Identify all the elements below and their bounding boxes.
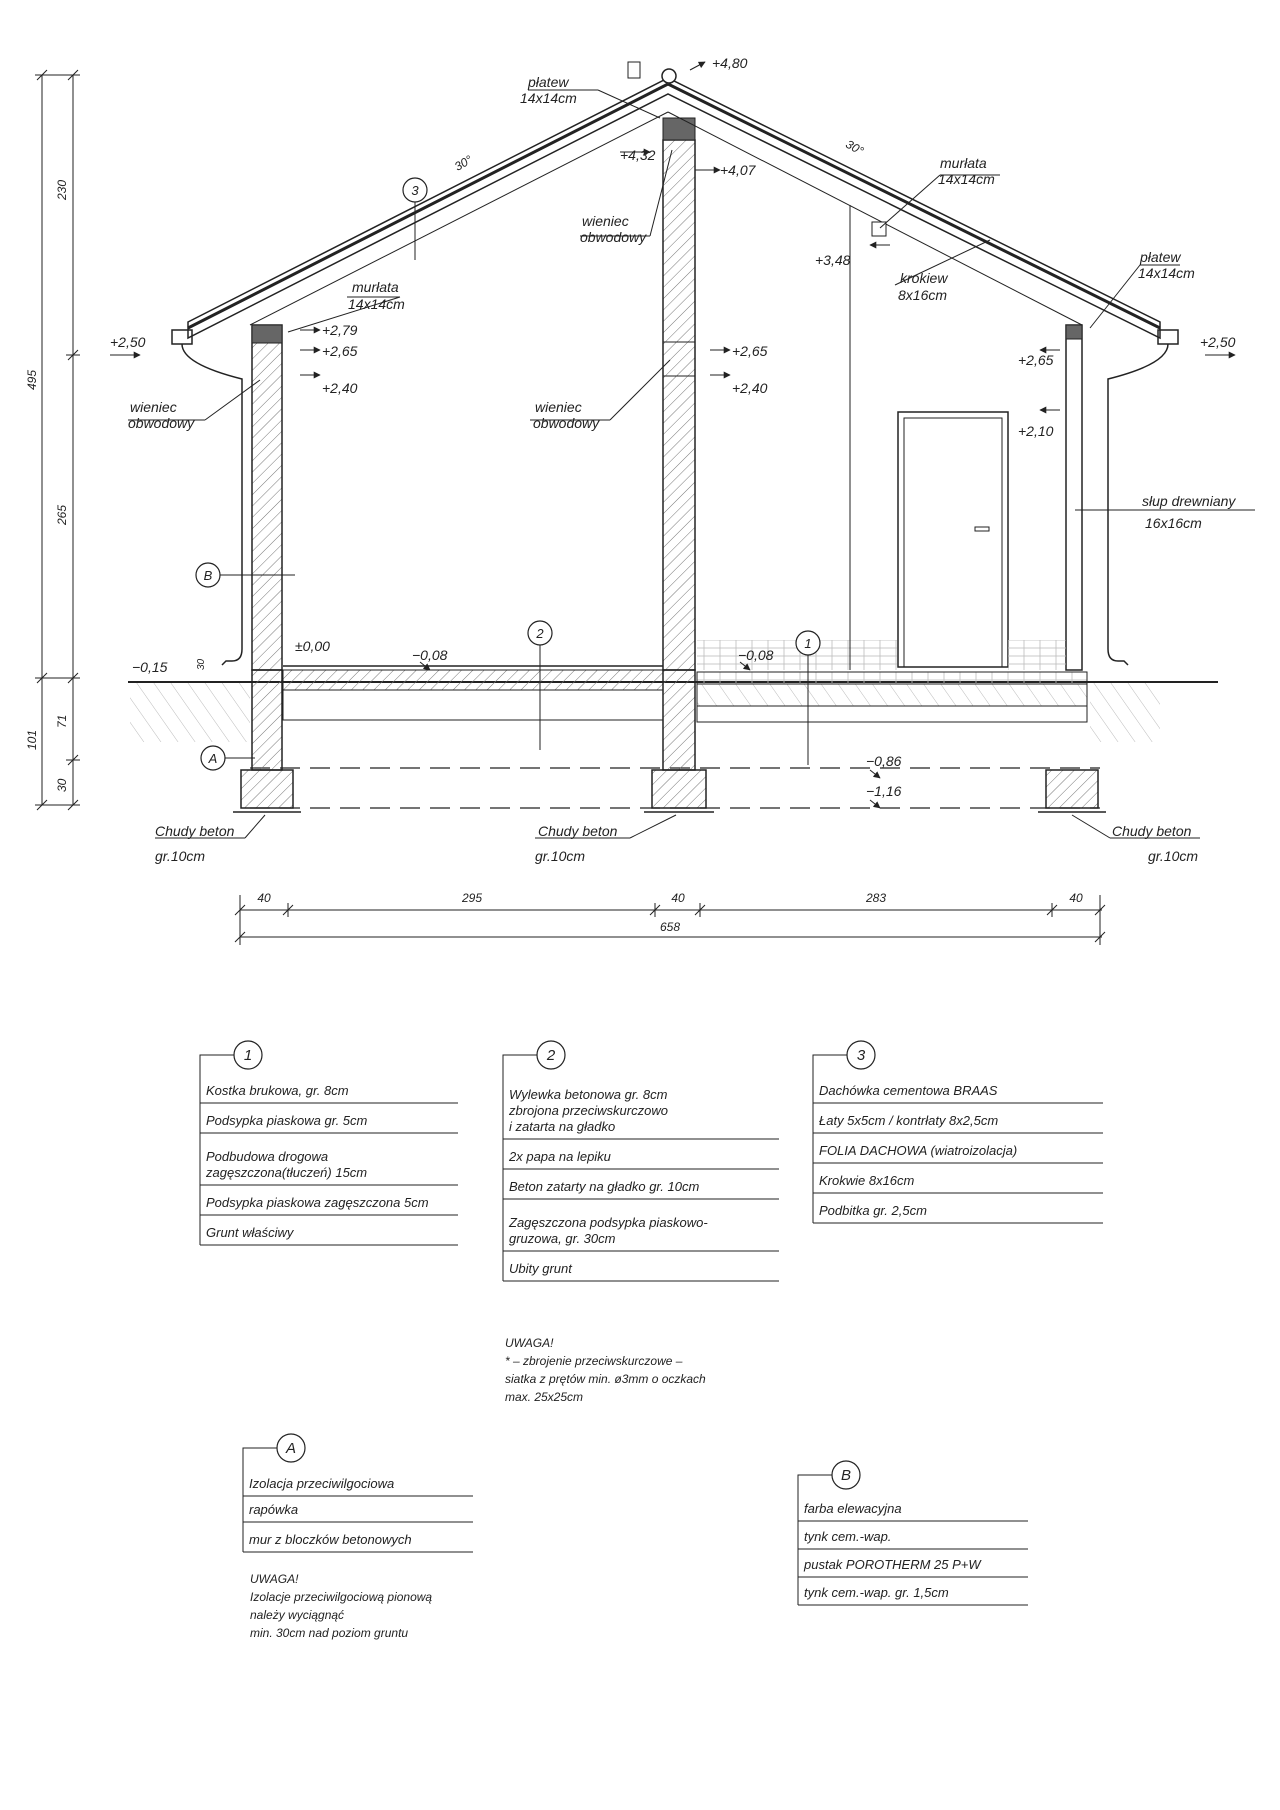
- legend-marker: 1: [243, 1047, 253, 1064]
- label-murlata-right-2: 14x14cm: [938, 171, 995, 187]
- legend-row-text: zbrojona przeciwskurczowo: [509, 1103, 668, 1118]
- legend-row-text: FOLIA DACHOWA (wiatroizolacja): [819, 1143, 1018, 1158]
- legend-row-text: gruzowa, gr. 30cm: [509, 1231, 616, 1246]
- legend-marker: A: [285, 1440, 297, 1457]
- note-2-line-1: * – zbrojenie przeciwskurczowe –: [505, 1354, 683, 1368]
- elev-ring-top: +4,07: [720, 162, 756, 178]
- elev-mid-265: +2,65: [732, 343, 768, 359]
- legend-b: [798, 1461, 1028, 1605]
- legend-row-text: pustak POROTHERM 25 P+W: [804, 1557, 981, 1572]
- hdim-3: 40: [671, 891, 685, 905]
- label-chudy-mid-2: gr.10cm: [535, 848, 586, 864]
- elev-floor-left: −0,08: [412, 647, 448, 663]
- legend-row-text: Podsypka piaskowa gr. 5cm: [206, 1113, 368, 1128]
- legend-row-text: Dachówka cementowa BRAAS: [819, 1083, 998, 1098]
- dim-71: 71: [55, 714, 69, 728]
- label-wieniec-left-2: obwodowy: [128, 415, 195, 431]
- marker-2: 2: [536, 626, 544, 641]
- dim-265: 265: [55, 504, 69, 525]
- elev-found-top: −0,86: [866, 753, 902, 769]
- elev-murlata-r: +3,48: [815, 252, 851, 268]
- note-a: [250, 1572, 432, 1640]
- elev-left-279: +2,79: [322, 322, 358, 338]
- legend-row-text: Beton zatarty na gładko gr. 10cm: [509, 1179, 700, 1194]
- label-chudy-right-2: gr.10cm: [1148, 848, 1199, 864]
- label-wieniec-left-1: wieniec: [130, 399, 177, 415]
- hdim-1: 40: [257, 891, 271, 905]
- legend-row-text: Wylewka betonowa gr. 8cm: [509, 1087, 668, 1102]
- elev-right-265: +2,65: [1018, 352, 1054, 368]
- legend-row-text: Podbitka gr. 2,5cm: [819, 1203, 927, 1218]
- label-murlata-left-2: 14x14cm: [348, 296, 405, 312]
- elev-pole-top: +4,32: [620, 147, 656, 163]
- dim-101: 101: [25, 729, 39, 750]
- legend-row-text: Grunt właściwy: [206, 1225, 294, 1240]
- label-wieniec-top-2: obwodowy: [580, 229, 647, 245]
- label-chudy-left-1: Chudy beton: [155, 823, 235, 839]
- label-krokiew-2: 8x16cm: [898, 287, 948, 303]
- legend-1: [200, 1041, 458, 1245]
- legend-row-text: 2x papa na lepiku: [509, 1149, 611, 1164]
- legend-row-text: i zatarta na gładko: [509, 1119, 616, 1134]
- label-krokiew-1: krokiew: [900, 270, 948, 286]
- legend-row-text: Podbudowa drogowa: [206, 1149, 329, 1164]
- label-platew-top-2: 14x14cm: [520, 90, 577, 106]
- marker-a: A: [208, 751, 218, 766]
- legend-row-text: Ubity grunt: [509, 1261, 572, 1276]
- dim-small-30: 30: [196, 658, 207, 670]
- label-murlata-right-1: murłata: [940, 155, 987, 171]
- elev-ridge: +4,80: [712, 55, 748, 71]
- label-wieniec-top-1: wieniec: [582, 213, 629, 229]
- legend-row-text: Izolacja przeciwilgociowa: [249, 1476, 395, 1491]
- legend-marker: 2: [546, 1047, 556, 1064]
- label-platew-right-2: 14x14cm: [1138, 265, 1195, 281]
- label-chudy-right-1: Chudy beton: [1112, 823, 1192, 839]
- hdim-total: 658: [659, 920, 681, 934]
- elev-mid-240: +2,40: [732, 380, 768, 396]
- elev-ground: −0,15: [132, 659, 168, 675]
- hdim-4: 283: [865, 891, 887, 905]
- note-2-line-2: siatka z prętów min. ø3mm o oczkach: [505, 1372, 706, 1386]
- marker-1: 1: [804, 636, 812, 651]
- dim-495: 495: [25, 369, 39, 390]
- hdim-5: 40: [1069, 891, 1083, 905]
- label-chudy-left-2: gr.10cm: [155, 848, 206, 864]
- legend-bracket: [243, 1448, 277, 1478]
- label-wieniec-mid-2: obwodowy: [533, 415, 600, 431]
- legend-row-text: tynk cem.-wap.: [804, 1529, 892, 1544]
- legend-row-text: mur z bloczków betonowych: [249, 1532, 412, 1547]
- note-a-title: UWAGA!: [250, 1572, 299, 1586]
- note-a-line-1: Izolacje przeciwilgociową pionową: [250, 1590, 433, 1604]
- note-a-line-2: należy wyciągnąć: [250, 1608, 345, 1622]
- elev-floor-right: −0,08: [738, 647, 774, 663]
- dim-230: 230: [55, 179, 69, 200]
- floor-slab-left: [283, 666, 663, 720]
- legend-bracket: [503, 1055, 537, 1085]
- label-platew-top-1: płatew: [528, 74, 569, 90]
- legend-row-text: tynk cem.-wap. gr. 1,5cm: [804, 1585, 949, 1600]
- angle-right: 30°: [843, 136, 867, 159]
- legend-row-text: rapówka: [249, 1502, 299, 1517]
- hdim-2: 295: [461, 891, 483, 905]
- legend-marker: 3: [856, 1047, 866, 1064]
- label-slup-2: 16x16cm: [1145, 515, 1202, 531]
- elev-left-240: +2,40: [322, 380, 358, 396]
- legend-bracket: [813, 1055, 847, 1085]
- legend-3: [813, 1041, 1103, 1223]
- legend-row-text: Krokwie 8x16cm: [819, 1173, 915, 1188]
- legend-marker: B: [840, 1467, 852, 1484]
- legend-row-text: Podsypka piaskowa zagęszczona 5cm: [206, 1195, 429, 1210]
- angle-left: 30°: [451, 152, 475, 174]
- label-murlata-left-1: murłata: [352, 279, 399, 295]
- note-2-title: UWAGA!: [505, 1336, 554, 1350]
- elev-zero: ±0,00: [295, 638, 330, 654]
- label-chudy-mid-1: Chudy beton: [538, 823, 618, 839]
- legend-a: [243, 1434, 473, 1552]
- elev-left-265: +2,65: [322, 343, 358, 359]
- legend-row-text: farba elewacyjna: [804, 1501, 902, 1516]
- note-a-line-3: min. 30cm nad poziom gruntu: [250, 1626, 409, 1640]
- legend-row-text: Zagęszczona podsypka piaskowo-: [509, 1215, 708, 1230]
- note-2: [505, 1336, 706, 1404]
- label-slup-1: słup drewniany: [1142, 493, 1236, 509]
- legend-bracket: [200, 1055, 234, 1085]
- note-2-line-3: max. 25x25cm: [505, 1390, 584, 1404]
- elev-right-210: +2,10: [1018, 423, 1054, 439]
- marker-3: 3: [411, 183, 419, 198]
- brick-plinth-right: [1008, 640, 1066, 670]
- marker-b: B: [203, 568, 213, 583]
- door: [898, 412, 1008, 667]
- floor-paving-right: [697, 672, 1087, 722]
- legend-row-text: zagęszczona(tłuczeń) 15cm: [206, 1165, 368, 1180]
- dim-30: 30: [55, 778, 69, 792]
- elev-eave-left: +2,50: [110, 334, 146, 350]
- label-platew-right-1: płatew: [1140, 249, 1181, 265]
- legend-row-text: Łaty 5x5cm / kontrłaty 8x2,5cm: [819, 1113, 999, 1128]
- elev-eave-right: +2,50: [1200, 334, 1236, 350]
- legend-row-text: Kostka brukowa, gr. 8cm: [206, 1083, 349, 1098]
- label-wieniec-mid-1: wieniec: [535, 399, 582, 415]
- legend-2: [503, 1041, 779, 1281]
- elev-found-bot: −1,16: [866, 783, 902, 799]
